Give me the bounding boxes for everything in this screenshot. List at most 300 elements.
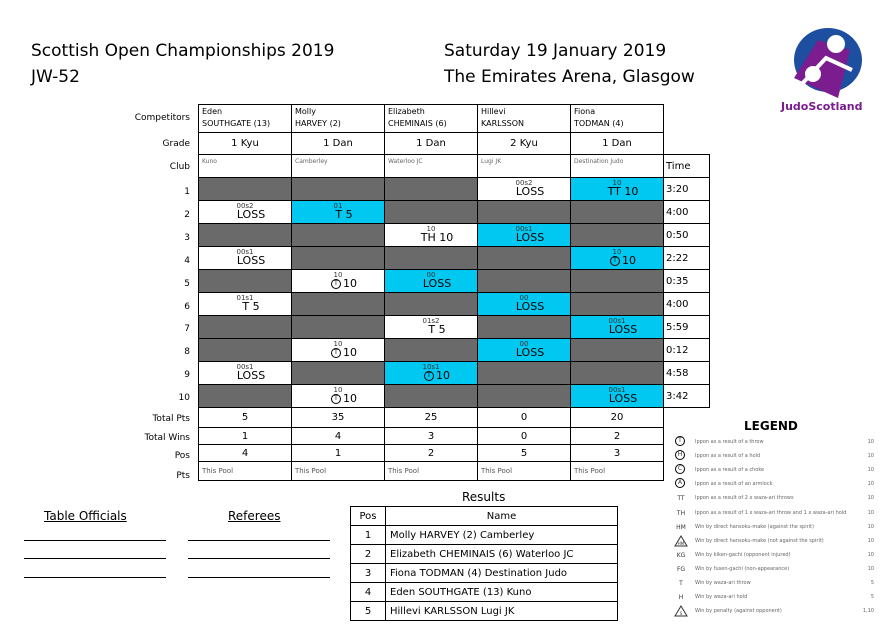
pts-row xyxy=(199,462,710,481)
signature-line xyxy=(188,577,330,578)
legend-item xyxy=(674,577,874,591)
score-technique-symbol: TH xyxy=(420,231,440,244)
score-value xyxy=(385,369,477,383)
total-pts-cell: 5 xyxy=(199,408,292,428)
contest-row xyxy=(199,362,710,385)
total-wins-row xyxy=(199,428,710,445)
score-cell xyxy=(571,178,664,201)
results-header-pos: Pos xyxy=(351,507,386,526)
score-cell xyxy=(292,362,385,385)
score-value xyxy=(571,185,663,199)
total-wins-cell: 2 xyxy=(571,428,664,445)
legend-item xyxy=(674,492,874,506)
legend-points: 10 xyxy=(867,467,874,474)
score-detail: 00 xyxy=(519,294,529,302)
legend-symbol xyxy=(674,478,688,488)
score-value xyxy=(478,231,570,245)
score-value xyxy=(292,392,384,406)
pool-pts-cell: This Pool xyxy=(385,462,478,481)
pos-row xyxy=(199,445,710,462)
score-detail: 10 xyxy=(333,340,343,348)
club-cell: Destination Judo xyxy=(571,155,664,178)
total-wins-cell: 0 xyxy=(478,428,571,445)
score-value xyxy=(199,208,291,222)
score-cell xyxy=(199,385,292,408)
competitor-cell xyxy=(199,105,292,133)
score-technique-symbol: T xyxy=(428,323,439,336)
legend-points: 10 xyxy=(867,495,874,502)
score-points: 10 xyxy=(439,231,454,244)
score-cell xyxy=(385,362,478,385)
contest-time: 0:35 xyxy=(664,270,710,293)
legend-description: Win by direct hansoku-make (against the spirit) xyxy=(695,523,814,530)
score-cell xyxy=(478,224,571,247)
score-cell xyxy=(571,316,664,339)
score-points: 10 xyxy=(622,254,636,267)
score-cell xyxy=(199,247,292,270)
contest-time: 0:12 xyxy=(664,339,710,362)
contest-number: 9 xyxy=(184,370,190,381)
score-detail: 00 xyxy=(519,340,529,348)
pool-pts-cell: This Pool xyxy=(571,462,664,481)
contest-number: 4 xyxy=(184,255,190,266)
competitor-first-name: Hillevi xyxy=(481,107,506,116)
score-cell xyxy=(571,270,664,293)
legend-circle-icon: T xyxy=(675,436,685,446)
legend-item xyxy=(674,535,874,549)
contest-row xyxy=(199,385,710,408)
total-wins-cell: 1 xyxy=(199,428,292,445)
legend-symbol-text: S xyxy=(679,611,683,617)
score-value xyxy=(478,185,570,199)
score-technique-symbol: T xyxy=(610,256,620,266)
contest-row xyxy=(199,224,710,247)
score-technique-symbol: T xyxy=(335,208,346,221)
score-points: LOSS xyxy=(236,208,266,221)
contest-row xyxy=(199,316,710,339)
legend-points: 10 xyxy=(867,509,874,516)
legend-item xyxy=(674,549,874,563)
total-wins-cell: 4 xyxy=(292,428,385,445)
score-cell xyxy=(292,339,385,362)
pool-pts-cell: This Pool xyxy=(478,462,571,481)
result-position: 1 xyxy=(351,526,386,545)
score-cell xyxy=(478,385,571,408)
score-points: LOSS xyxy=(515,346,545,359)
logo-text: JudoScotland xyxy=(781,100,863,113)
score-value xyxy=(385,323,477,337)
competitor-last-name: SOUTHGATE (13) xyxy=(202,119,271,128)
score-cell xyxy=(478,293,571,316)
score-cell xyxy=(292,178,385,201)
score-cell xyxy=(571,201,664,224)
competitor-first-name: Eden xyxy=(202,107,223,116)
score-cell xyxy=(571,224,664,247)
score-cell xyxy=(478,178,571,201)
signature-line xyxy=(24,540,166,541)
score-cell xyxy=(478,270,571,293)
score-detail: 10s1 xyxy=(422,363,440,371)
event-venue: The Emirates Arena, Glasgow xyxy=(444,67,695,87)
contest-row xyxy=(199,178,710,201)
legend-symbol: HM xyxy=(676,523,686,531)
contest-row xyxy=(199,201,710,224)
score-cell xyxy=(199,316,292,339)
signature-line xyxy=(188,540,330,541)
score-cell xyxy=(478,339,571,362)
legend-description: Ippon as a result of an armlock xyxy=(695,481,773,488)
score-detail: 10 xyxy=(426,225,436,233)
score-cell xyxy=(292,385,385,408)
contest-number: 5 xyxy=(184,278,190,289)
legend-symbol: H xyxy=(678,594,684,602)
result-position: 3 xyxy=(351,564,386,583)
score-detail: 01s1 xyxy=(236,294,254,302)
event-date: Saturday 19 January 2019 xyxy=(444,41,667,61)
legend-symbol: TT xyxy=(677,495,685,503)
score-value xyxy=(199,369,291,383)
championship-title: Scottish Open Championships 2019 xyxy=(31,41,335,61)
score-cell xyxy=(199,293,292,316)
score-detail: 00s2 xyxy=(236,202,254,210)
score-detail: 00s1 xyxy=(608,386,626,394)
legend-description: Ippon as a result of a choke xyxy=(695,467,765,474)
score-value xyxy=(199,300,291,314)
legend-item xyxy=(674,450,874,464)
contest-time: 4:58 xyxy=(664,362,710,385)
score-cell xyxy=(199,362,292,385)
signature-line xyxy=(24,558,166,559)
results-title: Results xyxy=(462,490,506,504)
legend-item xyxy=(674,563,874,577)
score-technique-symbol: T xyxy=(424,371,434,381)
score-technique-symbol: T xyxy=(331,279,341,289)
legend-description: Win by penalty (against opponent) xyxy=(695,608,782,615)
legend-points: 1,10 xyxy=(862,608,874,615)
contest-number: 3 xyxy=(184,232,190,243)
result-name: Eden SOUTHGATE (13) Kuno xyxy=(386,583,618,602)
legend-circle-icon: A xyxy=(675,478,685,488)
score-detail: 10 xyxy=(333,386,343,394)
contest-row xyxy=(199,247,710,270)
contest-number: 2 xyxy=(184,209,190,220)
competitor-last-name: CHEMINAIS (6) xyxy=(388,119,447,128)
competitor-cell xyxy=(385,105,478,133)
competitor-first-name: Molly xyxy=(295,107,316,116)
score-cell xyxy=(292,270,385,293)
results-header-row xyxy=(351,507,618,526)
score-technique-symbol: T xyxy=(242,300,253,313)
score-cell xyxy=(292,293,385,316)
legend-description: Ippon as a result of 1 x waza-ari throw and 1 x waza-ari hold xyxy=(695,509,847,516)
score-points: LOSS xyxy=(608,392,638,405)
signature-line xyxy=(188,558,330,559)
legend-symbol: KG xyxy=(676,551,686,559)
contest-time: 0:50 xyxy=(664,224,710,247)
pool-pts-cell: This Pool xyxy=(292,462,385,481)
score-value xyxy=(571,392,663,406)
legend-symbol xyxy=(674,436,688,446)
score-points: 5 xyxy=(252,300,260,313)
score-detail: 00s1 xyxy=(608,317,626,325)
legend-item xyxy=(674,605,874,619)
score-cell xyxy=(385,178,478,201)
score-detail: 00s1 xyxy=(236,363,254,371)
contest-time: 3:20 xyxy=(664,178,710,201)
score-cell xyxy=(292,316,385,339)
score-cell xyxy=(385,247,478,270)
contest-number: 1 xyxy=(184,187,190,197)
table-officials-heading: Table Officials xyxy=(44,509,127,523)
score-points: 10 xyxy=(436,369,450,382)
position-cell: 1 xyxy=(292,445,385,462)
pool-pts-cell: This Pool xyxy=(199,462,292,481)
legend-points: 10 xyxy=(867,537,874,544)
result-name: Fiona TODMAN (4) Destination Judo xyxy=(386,564,618,583)
score-points: LOSS xyxy=(515,300,545,313)
grade-cell: 1 Kyu xyxy=(199,133,292,155)
score-technique-symbol: T xyxy=(331,394,341,404)
legend-item xyxy=(674,464,874,478)
total-pts-cell: 25 xyxy=(385,408,478,428)
legend-title: LEGEND xyxy=(744,419,798,433)
pool-name: JW-52 xyxy=(31,67,80,87)
score-cell xyxy=(571,385,664,408)
score-points: LOSS xyxy=(422,277,452,290)
score-cell xyxy=(385,270,478,293)
score-points: LOSS xyxy=(236,369,266,382)
legend-points: 10 xyxy=(867,523,874,530)
score-value xyxy=(571,254,663,268)
score-detail: 00s2 xyxy=(515,179,533,187)
score-points: 10 xyxy=(343,277,357,290)
score-detail: 00s1 xyxy=(515,225,533,233)
score-cell xyxy=(571,293,664,316)
competitors-label: Competitors xyxy=(134,113,190,123)
score-cell xyxy=(199,270,292,293)
score-cell xyxy=(571,362,664,385)
contest-number: 8 xyxy=(184,347,190,358)
score-value xyxy=(292,277,384,291)
legend-points: 10 xyxy=(867,551,874,558)
competitor-row xyxy=(199,105,710,133)
competitor-first-name: Fiona xyxy=(574,107,596,116)
score-detail: 01 xyxy=(333,202,343,210)
score-value xyxy=(292,208,384,222)
score-detail: 10 xyxy=(612,248,622,256)
contest-number: 6 xyxy=(184,301,190,312)
championship-header xyxy=(31,38,334,90)
score-points: 5 xyxy=(438,323,446,336)
score-points: 5 xyxy=(345,208,353,221)
result-name: Molly HARVEY (2) Camberley xyxy=(386,526,618,545)
results-table xyxy=(350,506,618,621)
legend-points: 10 xyxy=(867,565,874,572)
score-cell xyxy=(385,316,478,339)
total-pts-cell: 20 xyxy=(571,408,664,428)
position-cell: 3 xyxy=(571,445,664,462)
result-position: 4 xyxy=(351,583,386,602)
score-value xyxy=(385,277,477,291)
position-cell: 5 xyxy=(478,445,571,462)
results-row xyxy=(351,564,618,583)
score-cell xyxy=(385,339,478,362)
score-value xyxy=(478,300,570,314)
legend-symbol-text: HM xyxy=(677,540,685,546)
grade-cell: 2 Kyu xyxy=(478,133,571,155)
legend-item xyxy=(674,436,874,450)
legend-points: 5 xyxy=(870,594,874,601)
total-pts-cell: 0 xyxy=(478,408,571,428)
legend-description: Ippon as a result of a hold xyxy=(695,453,761,460)
score-technique-symbol: TT xyxy=(607,185,625,198)
results-row xyxy=(351,602,618,621)
result-name: Hillevi KARLSSON Lugi JK xyxy=(386,602,618,621)
score-cell xyxy=(571,247,664,270)
score-cell xyxy=(199,178,292,201)
total-pts-cell: 35 xyxy=(292,408,385,428)
signature-line xyxy=(24,577,166,578)
total-pts-row xyxy=(199,408,710,428)
grade-row xyxy=(199,133,710,155)
total-wins-cell: 3 xyxy=(385,428,478,445)
legend-symbol xyxy=(674,450,688,460)
grade-label: Grade xyxy=(162,139,190,149)
legend-item xyxy=(674,507,874,521)
competitor-last-name: KARLSSON xyxy=(481,119,525,128)
score-cell xyxy=(478,201,571,224)
legend-points: 10 xyxy=(867,481,874,488)
results-row xyxy=(351,583,618,602)
legend-description: Ippon as a result of 2 x waza-ari throws xyxy=(695,495,794,502)
score-detail: 01s2 xyxy=(422,317,440,325)
score-value xyxy=(292,346,384,360)
legend-symbol xyxy=(674,535,688,549)
score-value xyxy=(199,254,291,268)
grade-cell: 1 Dan xyxy=(385,133,478,155)
legend-item xyxy=(674,521,874,535)
total-wins-label: Total Wins xyxy=(144,433,190,443)
total-pts-label: Total Pts xyxy=(152,414,190,424)
contest-time: 3:42 xyxy=(664,385,710,408)
contest-number: 7 xyxy=(184,324,190,335)
score-cell xyxy=(385,224,478,247)
legend-description: Win by kiken-gachi (opponent injured) xyxy=(695,551,791,558)
score-detail: 10 xyxy=(333,271,343,279)
score-cell xyxy=(199,224,292,247)
competitor-cell xyxy=(292,105,385,133)
results-header-name: Name xyxy=(386,507,618,526)
legend-points: 10 xyxy=(867,453,874,460)
score-cell xyxy=(292,224,385,247)
pool-grid xyxy=(198,104,710,481)
contest-time: 4:00 xyxy=(664,201,710,224)
legend-description: Win by direct hansoku-make (not against the spirit) xyxy=(695,537,824,544)
competitor-cell xyxy=(478,105,571,133)
club-cell: Kuno xyxy=(199,155,292,178)
score-cell xyxy=(478,316,571,339)
score-value xyxy=(478,346,570,360)
score-detail: 00s1 xyxy=(236,248,254,256)
score-value xyxy=(385,231,477,245)
score-cell xyxy=(385,385,478,408)
position-cell: 4 xyxy=(199,445,292,462)
contest-time: 2:22 xyxy=(664,247,710,270)
grade-cell: 1 Dan xyxy=(571,133,664,155)
legend-description: Win by waza-ari hold xyxy=(695,594,748,601)
score-points: 10 xyxy=(624,185,639,198)
legend-points: 10 xyxy=(867,439,874,445)
legend-circle-icon: C xyxy=(675,464,685,474)
score-points: 10 xyxy=(343,346,357,359)
competitor-first-name: Elizabeth xyxy=(388,107,425,116)
score-cell xyxy=(571,339,664,362)
legend-circle-icon: H xyxy=(675,450,685,460)
contest-row xyxy=(199,339,710,362)
score-value xyxy=(571,323,663,337)
score-technique-symbol: T xyxy=(331,348,341,358)
score-cell xyxy=(478,362,571,385)
legend-points: 5 xyxy=(870,580,874,586)
result-name: Elizabeth CHEMINAIS (6) Waterloo JC xyxy=(386,545,618,564)
club-cell: Lugi JK xyxy=(478,155,571,178)
score-points: LOSS xyxy=(515,231,545,244)
contest-number: 10 xyxy=(178,393,190,404)
score-cell xyxy=(385,201,478,224)
legend-description: Ippon as a result of a throw xyxy=(695,439,764,445)
time-header: Time xyxy=(664,155,710,178)
referees-heading: Referees xyxy=(228,509,281,523)
legend-symbol: FG xyxy=(676,565,686,573)
grade-cell: 1 Dan xyxy=(292,133,385,155)
results-row xyxy=(351,545,618,564)
competitor-cell xyxy=(571,105,664,133)
score-points: LOSS xyxy=(236,254,266,267)
score-points: 10 xyxy=(343,392,357,405)
score-points: LOSS xyxy=(608,323,638,336)
score-points: LOSS xyxy=(515,185,545,198)
score-detail: 00 xyxy=(426,271,436,279)
legend-item xyxy=(674,591,874,605)
legend-symbol xyxy=(674,464,688,474)
club-row xyxy=(199,155,710,178)
legend-item xyxy=(674,478,874,492)
score-cell xyxy=(385,293,478,316)
event-info xyxy=(444,38,695,90)
score-detail: 10 xyxy=(612,179,622,187)
legend-triangle-icon xyxy=(674,605,688,617)
position-cell: 2 xyxy=(385,445,478,462)
club-cell: Camberley xyxy=(292,155,385,178)
contest-time: 5:59 xyxy=(664,316,710,339)
legend-symbol xyxy=(674,605,688,619)
pts-label: Pts xyxy=(176,471,190,481)
score-cell xyxy=(292,201,385,224)
score-cell xyxy=(199,339,292,362)
competitor-last-name: HARVEY (2) xyxy=(295,119,341,128)
legend-description: Win by waza-ari throw xyxy=(695,580,751,586)
contest-row xyxy=(199,270,710,293)
legend-description: Win by fusen-gachi (non-appearance) xyxy=(695,565,790,572)
contest-row xyxy=(199,293,710,316)
club-label: Club xyxy=(169,162,190,172)
competitor-last-name: TODMAN (4) xyxy=(574,119,624,128)
contest-time: 4:00 xyxy=(664,293,710,316)
result-position: 5 xyxy=(351,602,386,621)
legend-symbol: TH xyxy=(676,509,686,517)
results-row xyxy=(351,526,618,545)
score-cell xyxy=(478,247,571,270)
